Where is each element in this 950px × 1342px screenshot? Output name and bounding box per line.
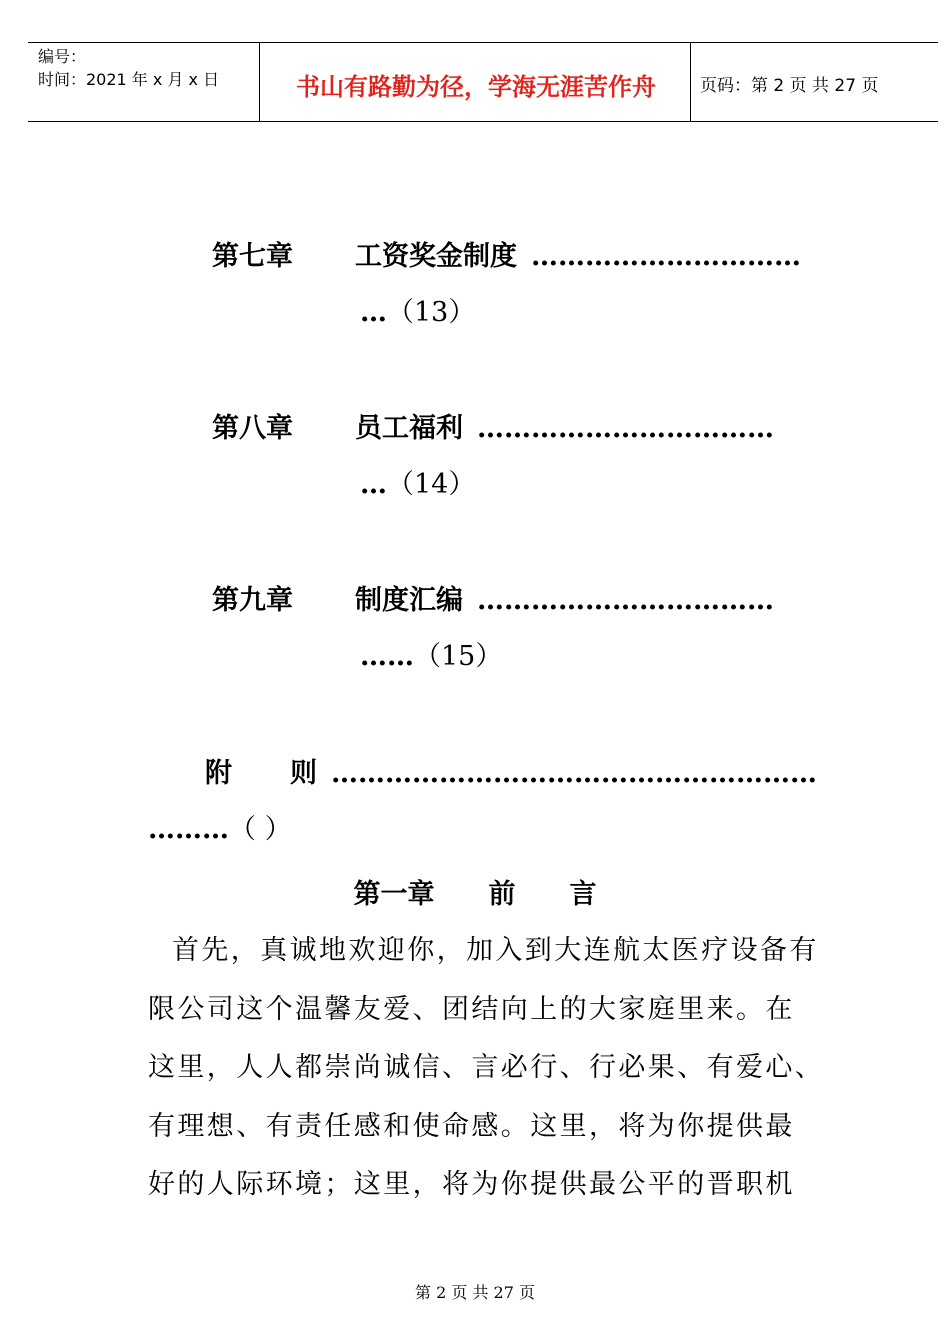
toc-title: 制度汇编 bbox=[355, 585, 463, 616]
toc-entry-8 bbox=[212, 412, 774, 446]
toc-dots: ………………………… bbox=[531, 241, 801, 272]
toc-entry-9 bbox=[212, 584, 774, 618]
toc-entry-9-cont bbox=[360, 640, 502, 674]
number-label: 编号： bbox=[38, 47, 87, 66]
date-label: 时间：2021 年 x 月 x 日 bbox=[38, 70, 220, 89]
toc-entry-appendix bbox=[205, 757, 817, 791]
body-line: 首先，真诚地欢迎你，加入到大连航太医疗设备有 bbox=[172, 935, 819, 966]
page-header bbox=[28, 42, 938, 122]
toc-chapter: 第八章 bbox=[212, 413, 293, 444]
toc-dots: ……………………………………………… bbox=[331, 758, 817, 789]
page-footer: 第 2 页 共 27 页 bbox=[415, 1283, 535, 1302]
toc-dots: … bbox=[360, 297, 387, 328]
body-line: 限公司这个温馨友爱、团结向上的大家庭里来。在 bbox=[148, 993, 795, 1025]
toc-title: 则 bbox=[290, 758, 317, 789]
toc-entry-8-cont bbox=[360, 468, 475, 502]
body-paragraph bbox=[148, 922, 848, 1215]
toc-chapter: 第九章 bbox=[212, 585, 293, 616]
toc-entry-appendix-cont bbox=[148, 813, 292, 847]
toc-page: （13） bbox=[387, 297, 476, 328]
toc-page: （15） bbox=[414, 641, 503, 672]
toc-dots: … bbox=[360, 469, 387, 500]
toc-chapter: 附 bbox=[205, 758, 232, 789]
chapter-title: 第一章 前 言 bbox=[353, 879, 597, 910]
header-divider bbox=[259, 43, 260, 121]
header-left bbox=[38, 45, 263, 91]
toc-dots: …………………………… bbox=[477, 413, 774, 444]
toc-page: （ ） bbox=[229, 814, 292, 845]
toc-dots: ……… bbox=[148, 814, 229, 845]
body-line: 好的人际环境；这里，将为你提供最公平的晋职机 bbox=[148, 1169, 795, 1200]
header-page-label: 页码：第 2 页 共 27 页 bbox=[700, 76, 879, 96]
header-motto: 书山有路勤为径，学海无涯苦作舟 bbox=[296, 73, 656, 101]
toc-title: 工资奖金制度 bbox=[355, 241, 517, 272]
toc-title: 员工福利 bbox=[355, 413, 463, 444]
header-divider bbox=[690, 43, 691, 121]
toc-page: （14） bbox=[387, 469, 476, 500]
body-line: 有理想、有责任感和使命感。这里，将为你提供最 bbox=[148, 1110, 795, 1142]
toc-chapter: 第七章 bbox=[212, 241, 293, 272]
toc-entry-7 bbox=[212, 240, 801, 274]
toc-dots: …………………………… bbox=[477, 585, 774, 616]
toc-entry-7-cont bbox=[360, 296, 475, 330]
body-line: 这里，人人都崇尚诚信、言必行、行必果、有爱心、 bbox=[148, 1052, 825, 1083]
toc-dots: …… bbox=[360, 641, 414, 672]
